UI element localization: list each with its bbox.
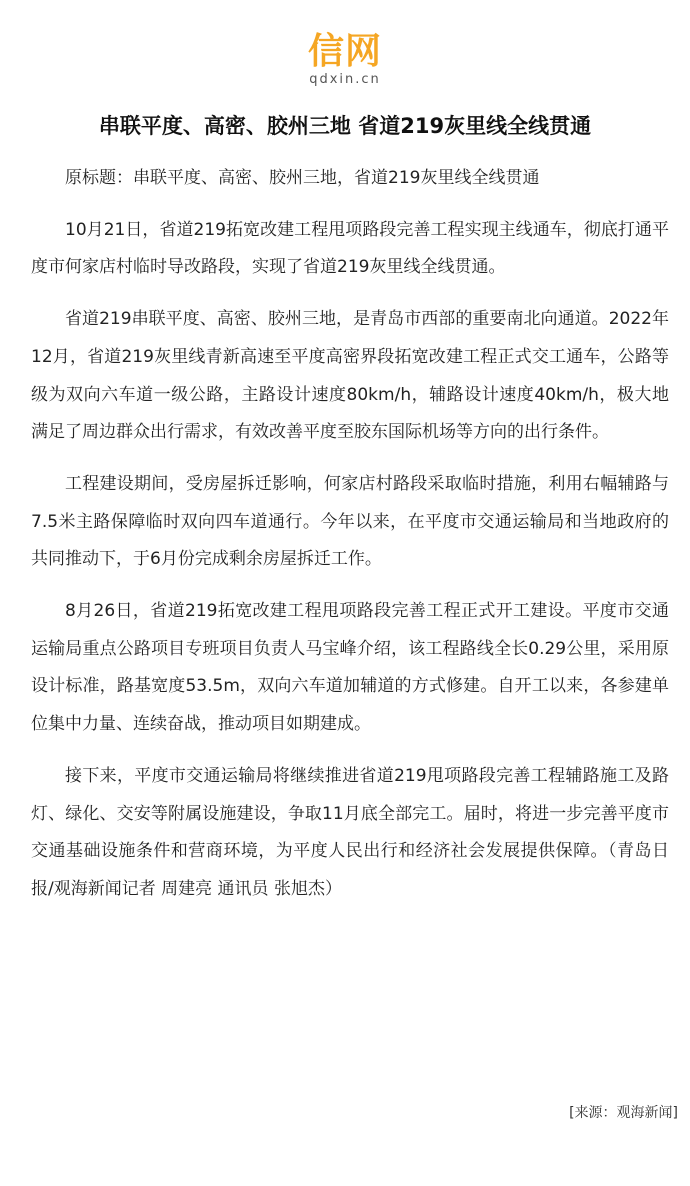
article-source: [来源：观海新闻] [569, 1105, 678, 1121]
article-paragraph: 10月21日，省道219拓宽改建工程甩项路段完善工程实现主线通车，彻底打通平度市何家店村临时导改路段，实现了省道219灰里线全线贯通。 [31, 219, 669, 278]
article-title: 串联平度、高密、胶州三地 省道219灰里线全线贯通 [98, 114, 592, 138]
article-paragraph: 接下来，平度市交通运输局将继续推进省道219甩项路段完善工程辅路施工及路灯、绿化、交安等附属设施建设，争取11月底全部完工。届时，将进一步完善平度市交通基础设施条件和营商环境，为平度人民出行和经济社会发展提供保障。（青岛日报/观海新闻记者 周建亮 通讯员 张旭杰） [31, 765, 669, 899]
article-paragraph: 原标题：串联平度、高密、胶州三地，省道219灰里线全线贯通 [65, 168, 540, 188]
article-paragraph: 省道219串联平度、高密、胶州三地，是青岛市西部的重要南北向通道。2022年12月，省道219灰里线青新高速至平度高密界段拓宽改建工程正式交工通车，公路等级为双向六车道一级公路，主路设计速度80km/h，辅路设计速度40km/h，极大地满足了周边群众出行需求，有效改善平度至胶东国际机场等方向的出行条件。 [31, 309, 669, 443]
site-logo[interactable] [0, 32, 690, 87]
logo-url: qdxin.cn [309, 72, 381, 87]
article-paragraph: 8月26日，省道219拓宽改建工程甩项路段完善工程正式开工建设。平度市交通运输局重点公路项目专班项目负责人马宝峰介绍，该工程路线全长0.29公里，采用原设计标准，路基宽度53.5m，双向六车道加辅道的方式修建。自开工以来，各参建单位集中力量、连续奋战，推动项目如期建成。 [31, 601, 669, 735]
article-body [31, 160, 669, 923]
article-paragraph: 工程建设期间，受房屋拆迁影响，何家店村路段采取临时措施，利用右幅辅路与7.5米主路保障临时双向四车道通行。今年以来，在平度市交通运输局和当地政府的共同推动下，于6月份完成剩余房屋拆迁工作。 [31, 473, 669, 570]
logo-wordmark: 信网 [307, 31, 382, 72]
